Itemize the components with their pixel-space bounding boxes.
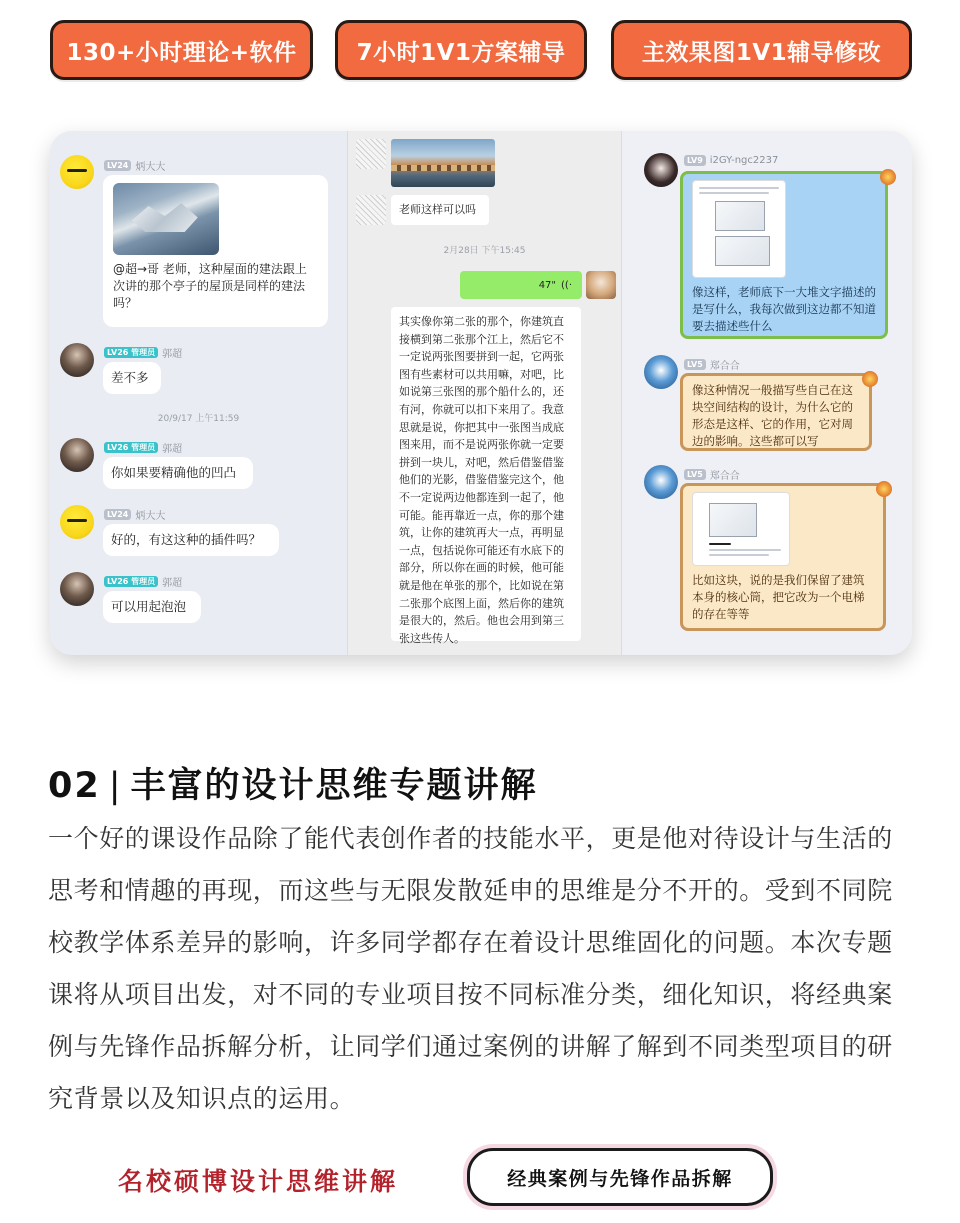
doc-line	[699, 187, 779, 189]
level-badge: LV9	[684, 155, 706, 166]
level-badge	[104, 347, 158, 358]
sender-label: 郑合合	[709, 471, 740, 482]
level-badge: LV5	[684, 359, 706, 370]
document-thumbnail	[692, 180, 786, 278]
sender-label: 炳大大	[135, 511, 166, 522]
doc-line	[709, 554, 769, 556]
message-bubble	[680, 171, 888, 339]
doc-line	[709, 543, 731, 545]
decoration-icon	[876, 481, 892, 497]
avatar	[586, 271, 616, 299]
role-text: 管理员	[131, 348, 156, 357]
level-badge: LV5	[684, 469, 706, 480]
avatar	[644, 465, 678, 499]
role-text: 管理员	[131, 443, 156, 452]
sender-name	[104, 507, 165, 522]
sender-name	[104, 440, 182, 455]
avatar	[644, 153, 678, 187]
sound-wave-icon: ((·	[561, 279, 572, 291]
section-divider: |	[108, 766, 123, 806]
message-text: 比如这块，说的是我们保留了建筑本身的核心筒，把它改为一个电梯的存在等等	[692, 573, 865, 621]
avatar	[644, 355, 678, 389]
feature-pills	[0, 20, 960, 82]
decoration-icon	[862, 371, 878, 387]
avatar	[356, 139, 386, 169]
section-heading: 丰富的设计思维专题讲解	[130, 766, 538, 806]
level-badge	[104, 576, 158, 587]
level-text: LV26	[107, 348, 129, 357]
document-thumbnail	[692, 492, 790, 566]
level-text: LV26	[107, 443, 129, 452]
message-bubble: 老师这样可以吗	[391, 195, 489, 225]
chat-screenshot-card	[50, 131, 912, 655]
sender-label: i2GY-ngc2237	[709, 155, 779, 166]
sketch-image	[715, 201, 765, 231]
avatar	[60, 343, 94, 377]
case-study-pill: 经典案例与先锋作品拆解	[467, 1148, 773, 1206]
sender-name	[104, 345, 182, 360]
roof-photo	[113, 183, 219, 255]
message-bubble: 你如果要精确他的凹凸	[103, 457, 253, 489]
avatar	[60, 572, 94, 606]
section-title	[48, 758, 538, 808]
pill-theory-software: 130+小时理论+软件	[50, 20, 313, 80]
voice-message[interactable]	[460, 271, 582, 299]
message-bubble	[103, 175, 328, 327]
message-bubble	[680, 483, 886, 631]
chat-timestamp: 2月28日 下午15:45	[443, 246, 526, 256]
section-body: 一个好的课设作品除了能代表创作者的技能水平，更是他对待设计与生活的思考和情趣的再现，而这些与无限发散延申的思维是分不开的。受到不同院校教学体系差异的影响，许多同学都存在着设计思维固化的问题。本次专题课将从项目出发，对不同的专业项目按不同标准分类，细化知识，将经典案例与先锋作品拆解分析，让同学们通过案例的讲解了解到不同类型项目的研究背景以及知识点的运用。	[48, 824, 893, 1113]
sender-label: 炳大大	[135, 162, 166, 173]
avatar	[60, 505, 94, 539]
message-bubble: 差不多	[103, 362, 161, 394]
doc-line	[709, 549, 781, 551]
river-photo	[391, 139, 495, 187]
message-text: 像这样，老师底下一大堆文字描述的是写什么，我每次做到这边都不知道要去描述些什么	[692, 285, 876, 333]
sender-label: 郑合合	[709, 361, 740, 372]
role-text: 管理员	[131, 577, 156, 586]
voice-duration: 47"	[538, 279, 557, 291]
level-badge: LV24	[104, 160, 131, 171]
sender-label: 郭超	[162, 578, 183, 589]
doc-line	[699, 192, 769, 194]
avatar	[60, 438, 94, 472]
avatar	[356, 195, 386, 225]
sketch-image	[709, 503, 757, 537]
message-bubble: 好的，有这这种的插件吗？	[103, 524, 279, 556]
sketch-image	[715, 236, 770, 266]
sender-name	[104, 158, 165, 173]
level-text: LV26	[107, 577, 129, 586]
level-badge: LV24	[104, 509, 131, 520]
chat-panel-right	[622, 131, 912, 655]
sender-name	[684, 155, 778, 166]
red-caption: 名校硕博设计思维讲解	[118, 1167, 399, 1196]
section-number: 02	[48, 766, 101, 806]
pill-1v1-plan: 7小时1V1方案辅导	[335, 20, 587, 80]
message-text: @超→哥 老师，这种屋面的建法跟上次讲的那个亭子的屋顶是同样的建法吗？	[113, 262, 307, 310]
sender-name	[104, 574, 182, 589]
chat-panel-left	[50, 131, 347, 655]
chat-timestamp: 20/9/17 上午11:59	[157, 414, 240, 424]
sender-label: 郭超	[162, 444, 183, 455]
decoration-icon	[880, 169, 896, 185]
sender-name	[684, 467, 740, 482]
sender-name	[684, 357, 740, 372]
sender-label: 郭超	[162, 349, 183, 360]
message-bubble: 像这种情况一般描写些自己在这块空间结构的设计，为什么它的形态是这样、它的作用，它对周边的影响。这些都可以写	[680, 373, 872, 451]
pill-1v1-render-revision: 主效果图1V1辅导修改	[611, 20, 912, 80]
chat-panel-middle	[347, 131, 622, 655]
level-badge	[104, 442, 158, 453]
message-bubble: 可以用起泡泡	[103, 591, 201, 623]
avatar	[60, 155, 94, 189]
message-bubble-long: 其实像你第二张的那个，你建筑直接横到第二张那个江上，然后它不一定说两张图要拼到一起，它两张图有些素材可以共用嘛，对吧，比如说第三张图的那个船什么的，还有河，你就可以扣下来用了。我意思就是说，你把其中一张图当成底图来用，而不是说两张你就一定要拼到一块儿，对吧，然后借鉴借鉴他们的光影，借鉴借鉴完这个，他不一定说两边他都连到一起了，他可能。能再靠近一点，你的那个建筑，让你的建筑再大一点，再明显一点，包括说你可能还有水底下的部分，所以你在画的时候，他可能就是他在单张的那个，比如说在第二张那个底图上面，然后你的建筑是很大的，然后。他也会用到第三张这些传人。	[391, 307, 581, 641]
